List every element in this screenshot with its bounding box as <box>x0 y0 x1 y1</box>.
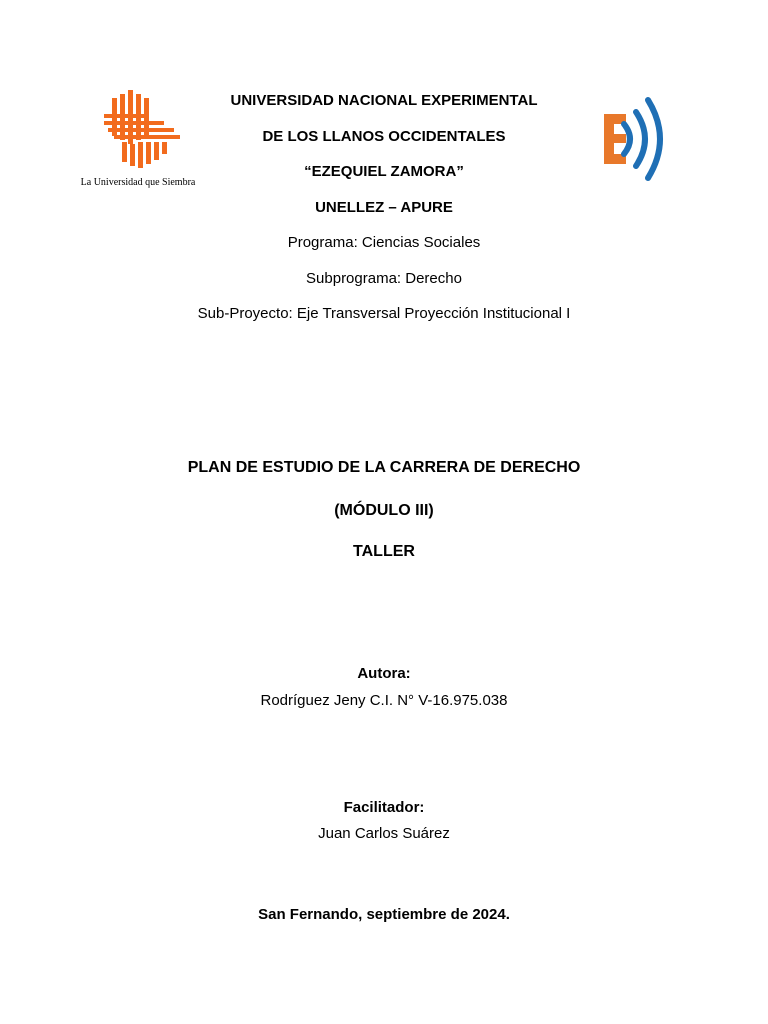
author-name: Rodríguez Jeny C.I. N° V-16.975.038 <box>260 692 508 709</box>
document-module: (MÓDULO III) <box>334 502 434 519</box>
university-name-line4: UNELLEZ – APURE <box>315 199 453 216</box>
university-name-line2: DE LOS LLANOS OCCIDENTALES <box>262 128 506 145</box>
logo-caption: La Universidad que Siembra <box>80 177 196 188</box>
programa-line: Programa: Ciencias Sociales <box>287 234 481 251</box>
document-title: PLAN DE ESTUDIO DE LA CARRERA DE DERECHO <box>187 459 581 476</box>
author-label: Autora: <box>357 665 411 682</box>
subprograma-line: Subprograma: Derecho <box>306 270 462 287</box>
facilitator-name: Juan Carlos Suárez <box>318 825 450 842</box>
university-name-line3: “EZEQUIEL ZAMORA” <box>304 163 464 180</box>
place-date: San Fernando, septiembre de 2024. <box>258 906 510 923</box>
university-name-line1: UNIVERSIDAD NACIONAL EXPERIMENTAL <box>230 92 538 109</box>
document-type: TALLER <box>353 543 415 560</box>
facilitator-label: Facilitador: <box>343 799 425 816</box>
subproyecto-line: Sub-Proyecto: Eje Transversal Proyección Institucional I <box>197 305 571 322</box>
